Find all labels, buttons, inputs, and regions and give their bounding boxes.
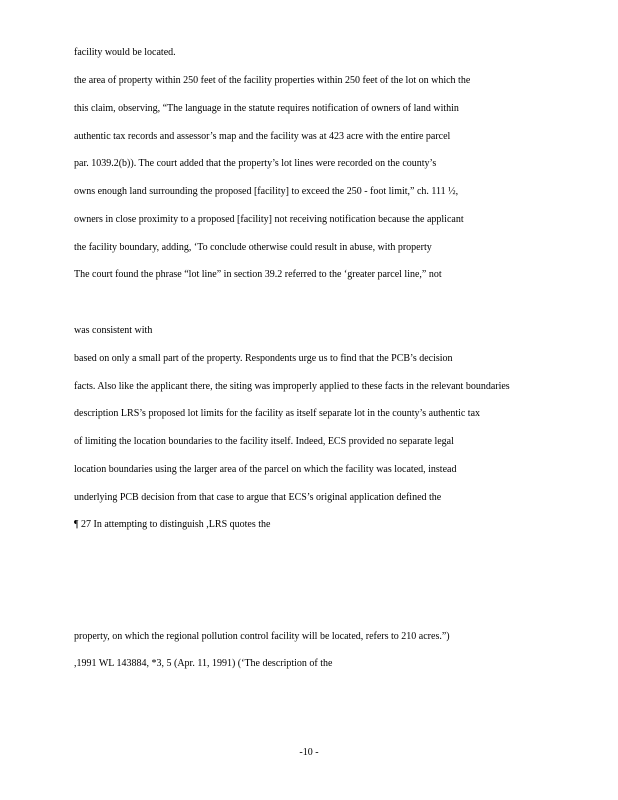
body-line: owns enough land surrounding the proposed [facility] to exceed the 250 - foot limit,” ch. 111 ½,: [74, 186, 459, 197]
body-line: this claim, observing, “The language in the statute requires notification of owners of land within: [74, 103, 459, 114]
body-line: facility would be located.: [74, 47, 176, 58]
body-line: The court found the phrase “lot line” in section 39.2 referred to the ‘greater parcel line,” not: [74, 269, 442, 280]
paragraph-27-line: ¶ 27 In attempting to distinguish ,LRS quotes the: [74, 519, 271, 530]
body-line: owners in close proximity to a proposed [facility] not receiving notification because the applicant: [74, 214, 464, 225]
citation-line: ,1991 WL 143884, *3, 5 (Apr. 11, 1991) (‘The description of the: [74, 658, 333, 669]
body-line: based on only a small part of the property. Respondents urge us to find that the PCB’s decision: [74, 353, 453, 364]
body-line: par. 1039.2(b)). The court added that the property’s lot lines were recorded on the county’s: [74, 158, 437, 169]
body-line: location boundaries using the larger area of the parcel on which the facility was located, instead: [74, 464, 457, 475]
body-line: description LRS’s proposed lot limits for the facility as itself separate lot in the county’s authentic tax: [74, 408, 481, 419]
body-line: underlying PCB decision from that case to argue that ECS’s original application defined the: [74, 492, 442, 503]
page-number: -10 -: [299, 747, 319, 758]
body-line: of limiting the location boundaries to the facility itself. Indeed, ECS provided no separate legal: [74, 436, 454, 447]
body-line: the facility boundary, adding, ‘To conclude otherwise could result in abuse, with property: [74, 242, 432, 253]
body-line: the area of property within 250 feet of the facility properties within 250 feet of the lot on which the: [74, 75, 471, 86]
body-line: was consistent with: [74, 325, 153, 336]
body-line: authentic tax records and assessor’s map and the facility was at 423 acre with the entire parcel: [74, 131, 451, 142]
body-line: property, on which the regional pollution control facility will be located, refers to 210 acres.”): [74, 631, 450, 642]
body-line: facts. Also like the applicant there, the siting was improperly applied to these facts in the relevant boundaries: [74, 381, 510, 392]
